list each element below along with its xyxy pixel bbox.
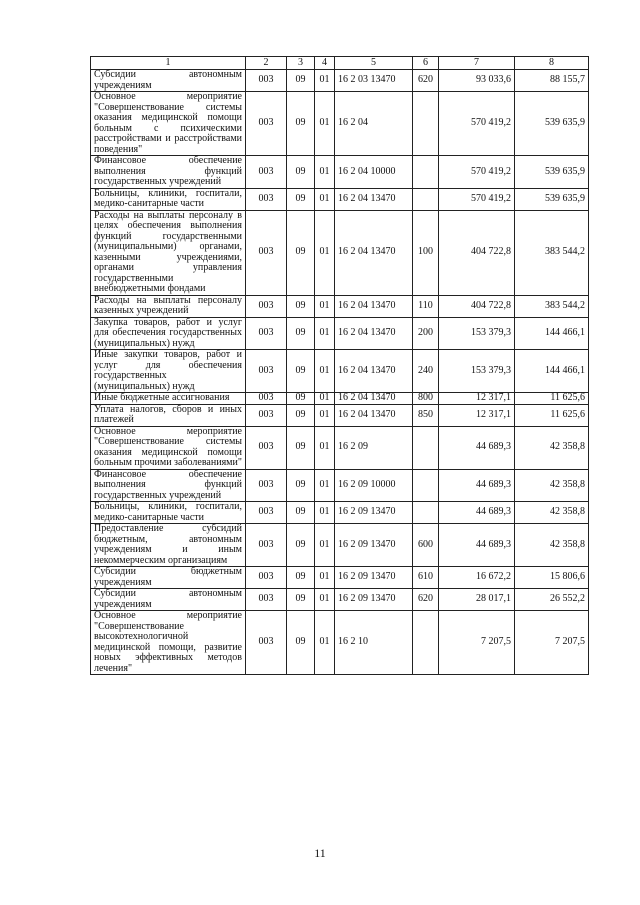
subsection-code-cell: 01 xyxy=(315,611,335,675)
page-number: 11 xyxy=(314,846,326,860)
target-article-cell: 16 2 09 xyxy=(335,426,413,469)
amount-year-1-cell: 44 689,3 xyxy=(439,426,515,469)
amount-year-2-cell: 11 625,6 xyxy=(515,404,589,426)
expense-type-cell xyxy=(413,188,439,210)
row-name-cell: Основное мероприятие "Совершенствование системы оказания медицинской помощи больным с психическими расстройствами и расстройствами поведения" xyxy=(91,92,246,156)
expense-type-cell: 850 xyxy=(413,404,439,426)
target-article-cell: 16 2 03 13470 xyxy=(335,70,413,92)
target-article-cell: 16 2 04 13470 xyxy=(335,295,413,317)
table-row xyxy=(91,502,589,524)
table-row xyxy=(91,524,589,567)
subsection-code-cell: 01 xyxy=(315,469,335,502)
amount-year-2-cell: 42 358,8 xyxy=(515,502,589,524)
amount-year-2-cell: 144 466,1 xyxy=(515,317,589,350)
admin-code-cell: 003 xyxy=(246,393,287,405)
amount-year-1-cell: 28 017,1 xyxy=(439,589,515,611)
table-row xyxy=(91,393,589,405)
row-name-cell: Больницы, клиники, госпитали, медико-санитарные части xyxy=(91,188,246,210)
row-name-cell: Иные закупки товаров, работ и услуг для обеспечения государственных (муниципальных) нужд xyxy=(91,350,246,393)
table-row xyxy=(91,70,589,92)
admin-code-cell: 003 xyxy=(246,295,287,317)
subsection-code-cell: 01 xyxy=(315,295,335,317)
amount-year-1-cell: 7 207,5 xyxy=(439,611,515,675)
expense-type-cell: 600 xyxy=(413,524,439,567)
target-article-cell: 16 2 09 13470 xyxy=(335,567,413,589)
expense-type-cell xyxy=(413,502,439,524)
expense-type-cell: 200 xyxy=(413,317,439,350)
admin-code-cell: 003 xyxy=(246,611,287,675)
target-article-cell: 16 2 09 13470 xyxy=(335,502,413,524)
admin-code-cell: 003 xyxy=(246,469,287,502)
header-row xyxy=(91,57,589,70)
target-article-cell: 16 2 04 xyxy=(335,92,413,156)
admin-code-cell: 003 xyxy=(246,156,287,189)
section-code-cell: 09 xyxy=(287,426,315,469)
amount-year-1-cell: 44 689,3 xyxy=(439,502,515,524)
table-row xyxy=(91,589,589,611)
amount-year-1-cell: 93 033,6 xyxy=(439,70,515,92)
subsection-code-cell: 01 xyxy=(315,92,335,156)
amount-year-2-cell: 539 635,9 xyxy=(515,188,589,210)
section-code-cell: 09 xyxy=(287,92,315,156)
target-article-cell: 16 2 04 13470 xyxy=(335,210,413,295)
admin-code-cell: 003 xyxy=(246,426,287,469)
row-name-cell: Расходы на выплаты персоналу в целях обеспечения выполнения функций государственными (муниципальными) органами, казенными учреждениями, органами управления государственными внебюджетными фондами xyxy=(91,210,246,295)
amount-year-1-cell: 404 722,8 xyxy=(439,295,515,317)
table-row xyxy=(91,469,589,502)
amount-year-2-cell: 42 358,8 xyxy=(515,426,589,469)
row-name-cell: Расходы на выплаты персоналу казенных учреждений xyxy=(91,295,246,317)
subsection-code-cell: 01 xyxy=(315,404,335,426)
subsection-code-cell: 01 xyxy=(315,524,335,567)
amount-year-2-cell: 383 544,2 xyxy=(515,295,589,317)
amount-year-2-cell: 26 552,2 xyxy=(515,589,589,611)
section-code-cell: 09 xyxy=(287,469,315,502)
expense-type-cell xyxy=(413,426,439,469)
admin-code-cell: 003 xyxy=(246,350,287,393)
admin-code-cell: 003 xyxy=(246,70,287,92)
section-code-cell: 09 xyxy=(287,611,315,675)
row-name-cell: Субсидии автономным учреждениям xyxy=(91,589,246,611)
target-article-cell: 16 2 09 13470 xyxy=(335,589,413,611)
amount-year-2-cell: 42 358,8 xyxy=(515,469,589,502)
section-code-cell: 09 xyxy=(287,502,315,524)
amount-year-2-cell: 539 635,9 xyxy=(515,156,589,189)
amount-year-2-cell: 11 625,6 xyxy=(515,393,589,405)
table-row xyxy=(91,92,589,156)
section-code-cell: 09 xyxy=(287,567,315,589)
subsection-code-cell: 01 xyxy=(315,589,335,611)
section-code-cell: 09 xyxy=(287,350,315,393)
subsection-code-cell: 01 xyxy=(315,156,335,189)
target-article-cell: 16 2 04 13470 xyxy=(335,404,413,426)
table-row xyxy=(91,188,589,210)
subsection-code-cell: 01 xyxy=(315,502,335,524)
section-code-cell: 09 xyxy=(287,393,315,405)
header-col-7: 7 xyxy=(439,57,515,70)
admin-code-cell: 003 xyxy=(246,567,287,589)
section-code-cell: 09 xyxy=(287,317,315,350)
table-row xyxy=(91,426,589,469)
table-row xyxy=(91,567,589,589)
expense-type-cell: 620 xyxy=(413,70,439,92)
row-name-cell: Больницы, клиники, госпитали, медико-санитарные части xyxy=(91,502,246,524)
target-article-cell: 16 2 04 10000 xyxy=(335,156,413,189)
header-col-6: 6 xyxy=(413,57,439,70)
amount-year-2-cell: 539 635,9 xyxy=(515,92,589,156)
subsection-code-cell: 01 xyxy=(315,426,335,469)
amount-year-1-cell: 44 689,3 xyxy=(439,524,515,567)
expense-type-cell: 800 xyxy=(413,393,439,405)
target-article-cell: 16 2 04 13470 xyxy=(335,393,413,405)
section-code-cell: 09 xyxy=(287,295,315,317)
section-code-cell: 09 xyxy=(287,524,315,567)
row-name-cell: Субсидии автономным учреждениям xyxy=(91,70,246,92)
admin-code-cell: 003 xyxy=(246,92,287,156)
row-name-cell: Субсидии бюджетным учреждениям xyxy=(91,567,246,589)
admin-code-cell: 003 xyxy=(246,188,287,210)
row-name-cell: Основное мероприятие "Совершенствование высокотехнологичной медицинской помощи, развитие новых эффективных методов лечения" xyxy=(91,611,246,675)
expense-type-cell xyxy=(413,469,439,502)
row-name-cell: Основное мероприятие "Совершенствование системы оказания медицинской помощи больным прочими заболеваниями" xyxy=(91,426,246,469)
admin-code-cell: 003 xyxy=(246,502,287,524)
amount-year-2-cell: 7 207,5 xyxy=(515,611,589,675)
section-code-cell: 09 xyxy=(287,188,315,210)
subsection-code-cell: 01 xyxy=(315,210,335,295)
target-article-cell: 16 2 04 13470 xyxy=(335,317,413,350)
expense-type-cell: 610 xyxy=(413,567,439,589)
amount-year-1-cell: 153 379,3 xyxy=(439,350,515,393)
header-col-4: 4 xyxy=(315,57,335,70)
table-header xyxy=(91,57,589,70)
subsection-code-cell: 01 xyxy=(315,567,335,589)
header-col-8: 8 xyxy=(515,57,589,70)
admin-code-cell: 003 xyxy=(246,524,287,567)
subsection-code-cell: 01 xyxy=(315,317,335,350)
amount-year-2-cell: 383 544,2 xyxy=(515,210,589,295)
amount-year-1-cell: 44 689,3 xyxy=(439,469,515,502)
table-row xyxy=(91,156,589,189)
expense-type-cell xyxy=(413,156,439,189)
subsection-code-cell: 01 xyxy=(315,350,335,393)
section-code-cell: 09 xyxy=(287,589,315,611)
amount-year-1-cell: 404 722,8 xyxy=(439,210,515,295)
table-row xyxy=(91,404,589,426)
section-code-cell: 09 xyxy=(287,210,315,295)
table-row xyxy=(91,611,589,675)
target-article-cell: 16 2 04 13470 xyxy=(335,188,413,210)
row-name-cell: Финансовое обеспечение выполнения функций государственных учреждений xyxy=(91,156,246,189)
amount-year-2-cell: 144 466,1 xyxy=(515,350,589,393)
section-code-cell: 09 xyxy=(287,156,315,189)
expense-type-cell: 620 xyxy=(413,589,439,611)
header-col-5: 5 xyxy=(335,57,413,70)
table-row xyxy=(91,210,589,295)
target-article-cell: 16 2 04 13470 xyxy=(335,350,413,393)
row-name-cell: Уплата налогов, сборов и иных платежей xyxy=(91,404,246,426)
amount-year-1-cell: 570 419,2 xyxy=(439,156,515,189)
admin-code-cell: 003 xyxy=(246,589,287,611)
table-row xyxy=(91,317,589,350)
row-name-cell: Финансовое обеспечение выполнения функций государственных учреждений xyxy=(91,469,246,502)
admin-code-cell: 003 xyxy=(246,404,287,426)
expense-type-cell xyxy=(413,611,439,675)
amount-year-1-cell: 570 419,2 xyxy=(439,188,515,210)
target-article-cell: 16 2 10 xyxy=(335,611,413,675)
table-body xyxy=(91,70,589,675)
row-name-cell: Предоставление субсидий бюджетным, автономным учреждениям и иным некоммерческим организациям xyxy=(91,524,246,567)
subsection-code-cell: 01 xyxy=(315,393,335,405)
expense-type-cell: 240 xyxy=(413,350,439,393)
expense-type-cell xyxy=(413,92,439,156)
admin-code-cell: 003 xyxy=(246,317,287,350)
target-article-cell: 16 2 09 13470 xyxy=(335,524,413,567)
target-article-cell: 16 2 09 10000 xyxy=(335,469,413,502)
amount-year-2-cell: 42 358,8 xyxy=(515,524,589,567)
expense-type-cell: 110 xyxy=(413,295,439,317)
admin-code-cell: 003 xyxy=(246,210,287,295)
section-code-cell: 09 xyxy=(287,70,315,92)
subsection-code-cell: 01 xyxy=(315,70,335,92)
header-col-3: 3 xyxy=(287,57,315,70)
header-col-2: 2 xyxy=(246,57,287,70)
amount-year-1-cell: 12 317,1 xyxy=(439,404,515,426)
section-code-cell: 09 xyxy=(287,404,315,426)
amount-year-1-cell: 16 672,2 xyxy=(439,567,515,589)
expense-type-cell: 100 xyxy=(413,210,439,295)
amount-year-1-cell: 153 379,3 xyxy=(439,317,515,350)
row-name-cell: Иные бюджетные ассигнования xyxy=(91,393,246,405)
amount-year-1-cell: 12 317,1 xyxy=(439,393,515,405)
amount-year-1-cell: 570 419,2 xyxy=(439,92,515,156)
table-row xyxy=(91,295,589,317)
row-name-cell: Закупка товаров, работ и услуг для обеспечения государственных (муниципальных) нужд xyxy=(91,317,246,350)
subsection-code-cell: 01 xyxy=(315,188,335,210)
amount-year-2-cell: 15 806,6 xyxy=(515,567,589,589)
amount-year-2-cell: 88 155,7 xyxy=(515,70,589,92)
header-col-1: 1 xyxy=(91,57,246,70)
budget-table xyxy=(90,56,589,675)
table-row xyxy=(91,350,589,393)
